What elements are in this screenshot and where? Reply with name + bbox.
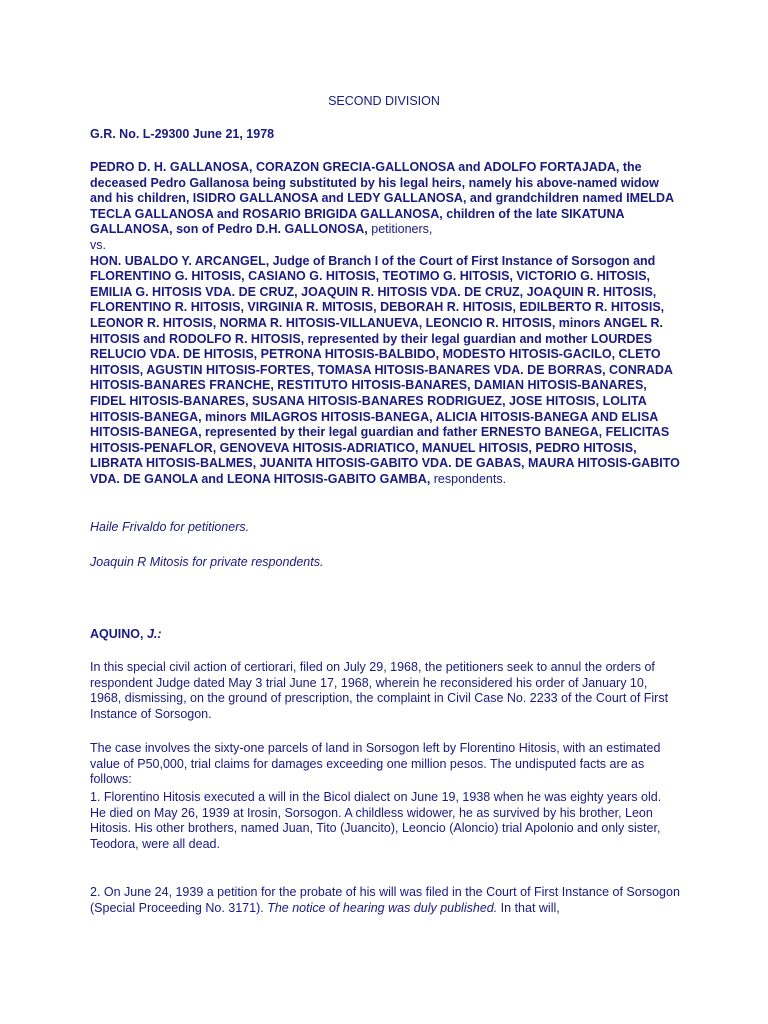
case-number: G.R. No. L-29300 June 21, 1978	[90, 127, 275, 141]
respondents-names: HON. UBALDO Y. ARCANGEL, Judge of Branch I of the Court of First Instance of Sorsogon and FLORENTINO G. HITOSIS, CASIANO G. HITOSIS, TEOTIMO G. HITOSIS, VICTORIO G. HITOSIS, EMILIA G. HITOSIS VDA. DE CRUZ, JOAQUIN R. HITOSIS VDA. DE CRUZ, JOAQUIN R. HITOSIS, FLORENTINO R. HITOSIS, VIRGINIA R. MITOSIS, DEBORAH R. HITOSIS, EDILBERTO R. HITOSIS, LEONOR R. HITOSIS, NORMA R. HITOSIS-VILLANUEVA, LEONCIO R. HITOSIS, minors ANGEL R. HITOSIS and RODOLFO R. HITOSIS, represented by their legal guardian and mother LOURDES RELUCIO VDA. DE HITOSIS, PETRONA HITOSIS-BALBIDO, MODESTO HITOSIS-GACILO, CLETO HITOSIS, AGUSTIN HITOSIS-FORTES, TOMASA HITOSIS-BANARES VDA. DE BORRAS, CONRADA HITOSIS-BANARES FRANCHE, RESTITUTO HITOSIS-BANARES, DAMIAN HITOSIS-BANARES, FIDEL HITOSIS-BANARES, SUSANA HITOSIS-BANARES RODRIGUEZ, JOSE HITOSIS, LOLITA HITOSIS-BANEGA, minors MILAGROS HITOSIS-BANEGA, ALICIA HITOSIS-BANEGA AND ELISA HITOSIS-BANEGA, represented by their legal guardian and father ERNESTO BANEGA, FELICITAS HITOSIS-PENAFLOR, GENOVEVA HITOSIS-ADRIATICO, MANUEL HITOSIS, PEDRO HITOSIS, LIBRATA HITOSIS-BALMES, JUANITA HITOSIS-GABITO VDA. DE GABAS, MAURA HITOSIS-GABITO VDA. DE GANOLA and LEONA HITOSIS-GABITO GAMBA,	[90, 253, 680, 486]
paragraph-4	[90, 885, 680, 916]
counsel-respondents: Joaquin R Mitosis for private respondents.	[90, 555, 324, 569]
paragraph-4-text-a: 2. On June 24, 1939 a petition for the probate of his will was filed in the Court of First Instance of Sorsogon (Special Proceeding No. 3171).	[90, 885, 680, 915]
division-heading: SECOND DIVISION	[328, 94, 440, 108]
paragraph-3: 1. Florentino Hitosis executed a will in the Bicol dialect on June 19, 1938 when he was eighty years old. He died on May 26, 1939 at Irosin, Sorsogon. A childless widower, he as survived by his brother, Leon Hitosis. His other brothers, named Juan, Tito (Juancito), Leoncio (Aloncio) trial Apolonio and only sister, Teodora, were all dead.	[90, 790, 662, 851]
paragraph-4-italic: The notice of hearing was duly published.	[267, 900, 498, 915]
ponente-suffix: J.:	[146, 627, 162, 641]
paragraph-4-text-c: In that will,	[497, 900, 560, 915]
paragraph-1: In this special civil action of certiorari, filed on July 29, 1968, the petitioners seek to annul the orders of respondent Judge dated May 3 trial June 17, 1968, wherein he reconsidered his order of January 10, 1968, dismissing, on the ground of prescription, the complaint in Civil Case No. 2233 of the Court of First Instance of Sorsogon.	[90, 660, 669, 721]
respondents-label: respondents.	[430, 471, 507, 486]
versus-label: vs.	[90, 237, 106, 252]
paragraph-2: The case involves the sixty-one parcels of land in Sorsogon left by Florentino Hitosis, with an estimated value of P50,000, trial claims for damages exceeding one million pesos. The undisputed facts are as follows:	[90, 741, 661, 787]
petitioners-names: PEDRO D. H. GALLANOSA, CORAZON GRECIA-GALLONOSA and ADOLFO FORTAJADA, the deceased Pedro Gallanosa being substituted by his legal heirs, namely his above-named widow and his children, ISIDRO GALLANOSA and LEDY GALLANOSA, and grandchildren named IMELDA TECLA GALLANOSA and ROSARIO BRIGIDA GALLANOSA, children of the late SIKATUNA GALLANOSA, son of Pedro D.H. GALLONOSA,	[90, 160, 674, 237]
petitioners-label: petitioners,	[367, 222, 433, 237]
ponente-name: AQUINO,	[90, 627, 147, 641]
ponente	[90, 627, 680, 643]
case-caption	[90, 160, 680, 487]
counsel-petitioners: Haile Frivaldo for petitioners.	[90, 520, 250, 534]
